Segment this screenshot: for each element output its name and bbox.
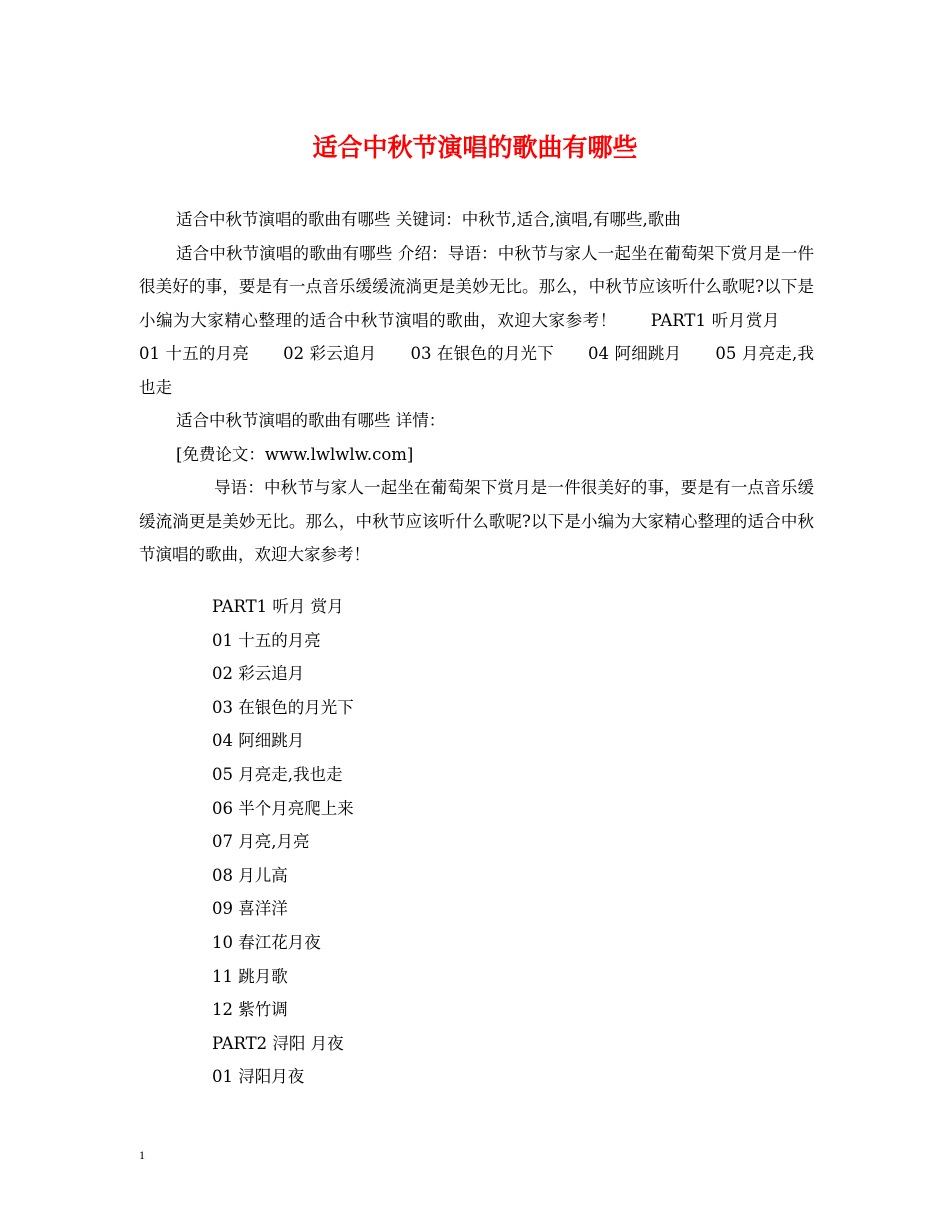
list-item: 12 紫竹调: [212, 1000, 288, 1020]
list-item: 01 浔阳月夜: [212, 1067, 305, 1087]
list-item: 11 跳月歌: [212, 966, 288, 986]
list-item: 09 喜洋洋: [212, 899, 288, 919]
intro-paragraph: [139, 237, 814, 405]
list-item: 01 十五的月亮: [212, 630, 321, 650]
intro-item: 04 阿细跳月: [588, 344, 682, 363]
intro-text: 适合中秋节演唱的歌曲有哪些 介绍：导语：中秋节与家人一起坐在葡萄架下赏月是一件很美好的事，要是有一点音乐缓缓流淌更是美妙无比。那么，中秋节应该听什么歌呢?以下是小编为大家精心整理的适合中秋节演唱的歌曲，欢迎大家参考！: [139, 243, 814, 330]
list-item: 04 阿细跳月: [212, 731, 305, 751]
list-item: 03 在银色的月光下: [212, 697, 354, 717]
intro-item: PART1 听月赏月: [650, 310, 781, 330]
lead-paragraph: 导语：中秋节与家人一起坐在葡萄架下赏月是一件很美好的事，要是有一点音乐缓缓流淌更是美妙无比。那么，中秋节应该听什么歌呢?以下是小编为大家精心整理的适合中秋节演唱的歌曲，欢迎大家参考！: [139, 478, 814, 564]
intro-item: 05 月亮走,我也走: [139, 344, 814, 397]
list-item: PART2 浔阳 月夜: [212, 1033, 344, 1053]
page-number: 1: [139, 1148, 145, 1162]
document-title: 适合中秋节演唱的歌曲有哪些: [312, 133, 638, 162]
list-item: 08 月儿高: [212, 865, 288, 885]
list-item: 10 春江花月夜: [212, 932, 321, 952]
list-item: 02 彩云追月: [212, 664, 305, 684]
list-item: 06 半个月亮爬上来: [212, 798, 354, 818]
intro-item: 02 彩云追月: [283, 344, 377, 363]
details-paragraph: 适合中秋节演唱的歌曲有哪些 详情：: [176, 411, 446, 430]
keywords-paragraph: 适合中秋节演唱的歌曲有哪些 关键词：中秋节,适合,演唱,有哪些,歌曲: [176, 210, 681, 229]
song-list: [212, 590, 354, 1094]
list-item: 05 月亮走,我也走: [212, 764, 343, 784]
intro-item: 01 十五的月亮: [139, 344, 250, 363]
intro-item: 03 在银色的月光下: [410, 344, 555, 363]
list-item: 07 月亮,月亮: [212, 832, 310, 852]
source-paragraph: [免费论文：www.lwlwlw.com]: [176, 444, 414, 464]
intro-block: [139, 203, 814, 572]
list-item: PART1 听月 赏月: [212, 597, 344, 616]
